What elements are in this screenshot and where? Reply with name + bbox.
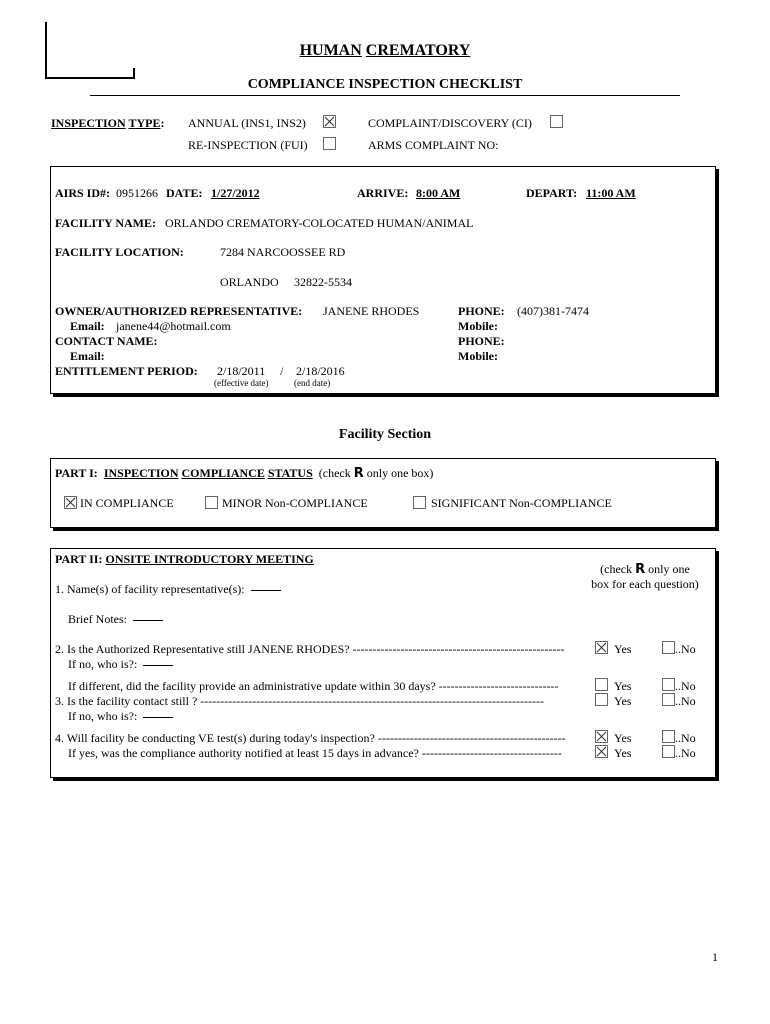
q4-no-label: ..No <box>675 731 696 745</box>
depart-value: 11:00 AM <box>586 186 636 200</box>
contact-mobile-label: Mobile: <box>458 349 498 363</box>
end-date-caption: (end date) <box>294 378 331 388</box>
question-3-sub: If no, who is?: <box>68 709 173 724</box>
q2-yes-checkbox[interactable] <box>595 641 608 654</box>
date-value: 1/27/2012 <box>211 186 260 200</box>
facility-location-label: FACILITY LOCATION: <box>55 245 184 259</box>
page-title: HUMAN CREMATORY <box>299 42 471 59</box>
q2b-no-label: ..No <box>675 679 696 693</box>
question-4: 4. Will facility be conducting VE test(s) during today's inspection? ----------------------------------------------- <box>55 731 566 745</box>
q2-no-checkbox[interactable] <box>662 641 675 654</box>
q4-sub-yes-label: Yes <box>614 746 632 760</box>
facility-name-label: FACILITY NAME: <box>55 216 156 230</box>
q2-yes-label: Yes <box>614 642 632 656</box>
reinspection-label: RE-INSPECTION (FUI) <box>188 138 308 152</box>
date-label: DATE: <box>166 186 203 200</box>
annual-label: ANNUAL (INS1, INS2) <box>188 116 306 130</box>
section-title: Facility Section <box>338 427 432 442</box>
q2b-yes-label: Yes <box>614 679 632 693</box>
q4-sub-no-label: ..No <box>675 746 696 760</box>
arrive-label: ARRIVE: <box>357 186 409 200</box>
complaint-label: COMPLAINT/DISCOVERY (CI) <box>368 116 532 130</box>
brief-notes: Brief Notes: <box>68 612 163 627</box>
question-2: 2. Is the Authorized Representative still JANENE RHODES? ----------------------------------------------------- <box>55 642 565 656</box>
q2-who-field[interactable] <box>143 665 173 666</box>
minor-noncompliance-checkbox[interactable] <box>205 496 218 509</box>
q2-no-label: ..No <box>675 642 696 656</box>
entitlement-start: 2/18/2011 <box>217 364 266 378</box>
q3-who-field[interactable] <box>143 717 173 718</box>
address-city: ORLANDO <box>220 275 279 289</box>
phone-value: (407)381-7474 <box>517 304 589 318</box>
q4-yes-checkbox[interactable] <box>595 730 608 743</box>
rep-name-field[interactable] <box>251 590 281 591</box>
arms-complaint-label: ARMS COMPLAINT NO: <box>368 138 499 152</box>
page-number: 1 <box>712 950 718 964</box>
question-2b: If different, did the facility provide an administrative update within 30 days? ------------------------------ <box>68 679 559 693</box>
depart-label: DEPART: <box>526 186 578 200</box>
entitlement-end: 2/18/2016 <box>296 364 345 378</box>
reinspection-checkbox[interactable] <box>323 137 336 150</box>
q4-yes-label: Yes <box>614 731 632 745</box>
brief-notes-field[interactable] <box>133 620 163 621</box>
in-compliance-label: IN COMPLIANCE <box>80 496 174 510</box>
part2-heading: PART II: ONSITE INTRODUCTORY MEETING <box>55 552 314 566</box>
q3-no-label: ..No <box>675 694 696 708</box>
effective-date-caption: (effective date) <box>214 378 269 388</box>
facility-name-value: ORLANDO CREMATORY-COLOCATED HUMAN/ANIMAL <box>165 216 474 230</box>
question-1: 1. Name(s) of facility representative(s): <box>55 582 281 597</box>
check-mark-icon: R <box>635 562 646 577</box>
inspection-type-label: INSPECTION TYPE: <box>51 116 165 130</box>
page-subtitle: COMPLIANCE INSPECTION CHECKLIST <box>247 77 523 92</box>
q4-no-checkbox[interactable] <box>662 730 675 743</box>
in-compliance-checkbox[interactable] <box>64 496 77 509</box>
q2b-yes-checkbox[interactable] <box>595 678 608 691</box>
q3-yes-label: Yes <box>614 694 632 708</box>
mobile-label: Mobile: <box>458 319 498 333</box>
question-3: 3. Is the facility contact still ? -------------------------------------------------------------------------------------- <box>55 694 544 708</box>
check-mark-icon: R <box>353 466 364 481</box>
contact-phone-label: PHONE: <box>458 334 505 348</box>
contact-email-label: Email: <box>70 349 105 363</box>
significant-noncompliance-label: SIGNIFICANT Non-COMPLIANCE <box>431 496 612 510</box>
part1-heading: PART I: INSPECTION COMPLIANCE STATUS (check R only one box) <box>55 466 434 481</box>
q3-no-checkbox[interactable] <box>662 693 675 706</box>
entitlement-label: ENTITLEMENT PERIOD: <box>55 364 198 378</box>
contact-name-label: CONTACT NAME: <box>55 334 158 348</box>
owner-value: JANENE RHODES <box>323 304 420 318</box>
q4-sub-no-checkbox[interactable] <box>662 745 675 758</box>
minor-noncompliance-label: MINOR Non-COMPLIANCE <box>222 496 368 510</box>
address-zip: 32822-5534 <box>294 275 352 289</box>
question-2-sub: If no, who is?: <box>68 657 173 672</box>
email-value: janene44@hotmail.com <box>116 319 231 333</box>
address-line1: 7284 NARCOOSSEE RD <box>220 245 346 259</box>
annual-checkbox[interactable] <box>323 115 336 128</box>
q2b-no-checkbox[interactable] <box>662 678 675 691</box>
owner-label: OWNER/AUTHORIZED REPRESENTATIVE: <box>55 304 303 318</box>
q3-yes-checkbox[interactable] <box>595 693 608 706</box>
phone-label: PHONE: <box>458 304 505 318</box>
airs-id-value: 0951266 <box>116 186 158 200</box>
airs-id-label: AIRS ID#: <box>55 186 111 200</box>
part2-instruction: (check R only one box for each question) <box>591 562 699 591</box>
email-label: Email: <box>70 319 105 333</box>
complaint-checkbox[interactable] <box>550 115 563 128</box>
q4-sub-yes-checkbox[interactable] <box>595 745 608 758</box>
arrive-value: 8:00 AM <box>416 186 461 200</box>
entitlement-separator: / <box>280 364 284 378</box>
question-4-sub: If yes, was the compliance authority notified at least 15 days in advance? ----------------------------------- <box>68 746 562 760</box>
significant-noncompliance-checkbox[interactable] <box>413 496 426 509</box>
title-rule <box>90 95 680 96</box>
